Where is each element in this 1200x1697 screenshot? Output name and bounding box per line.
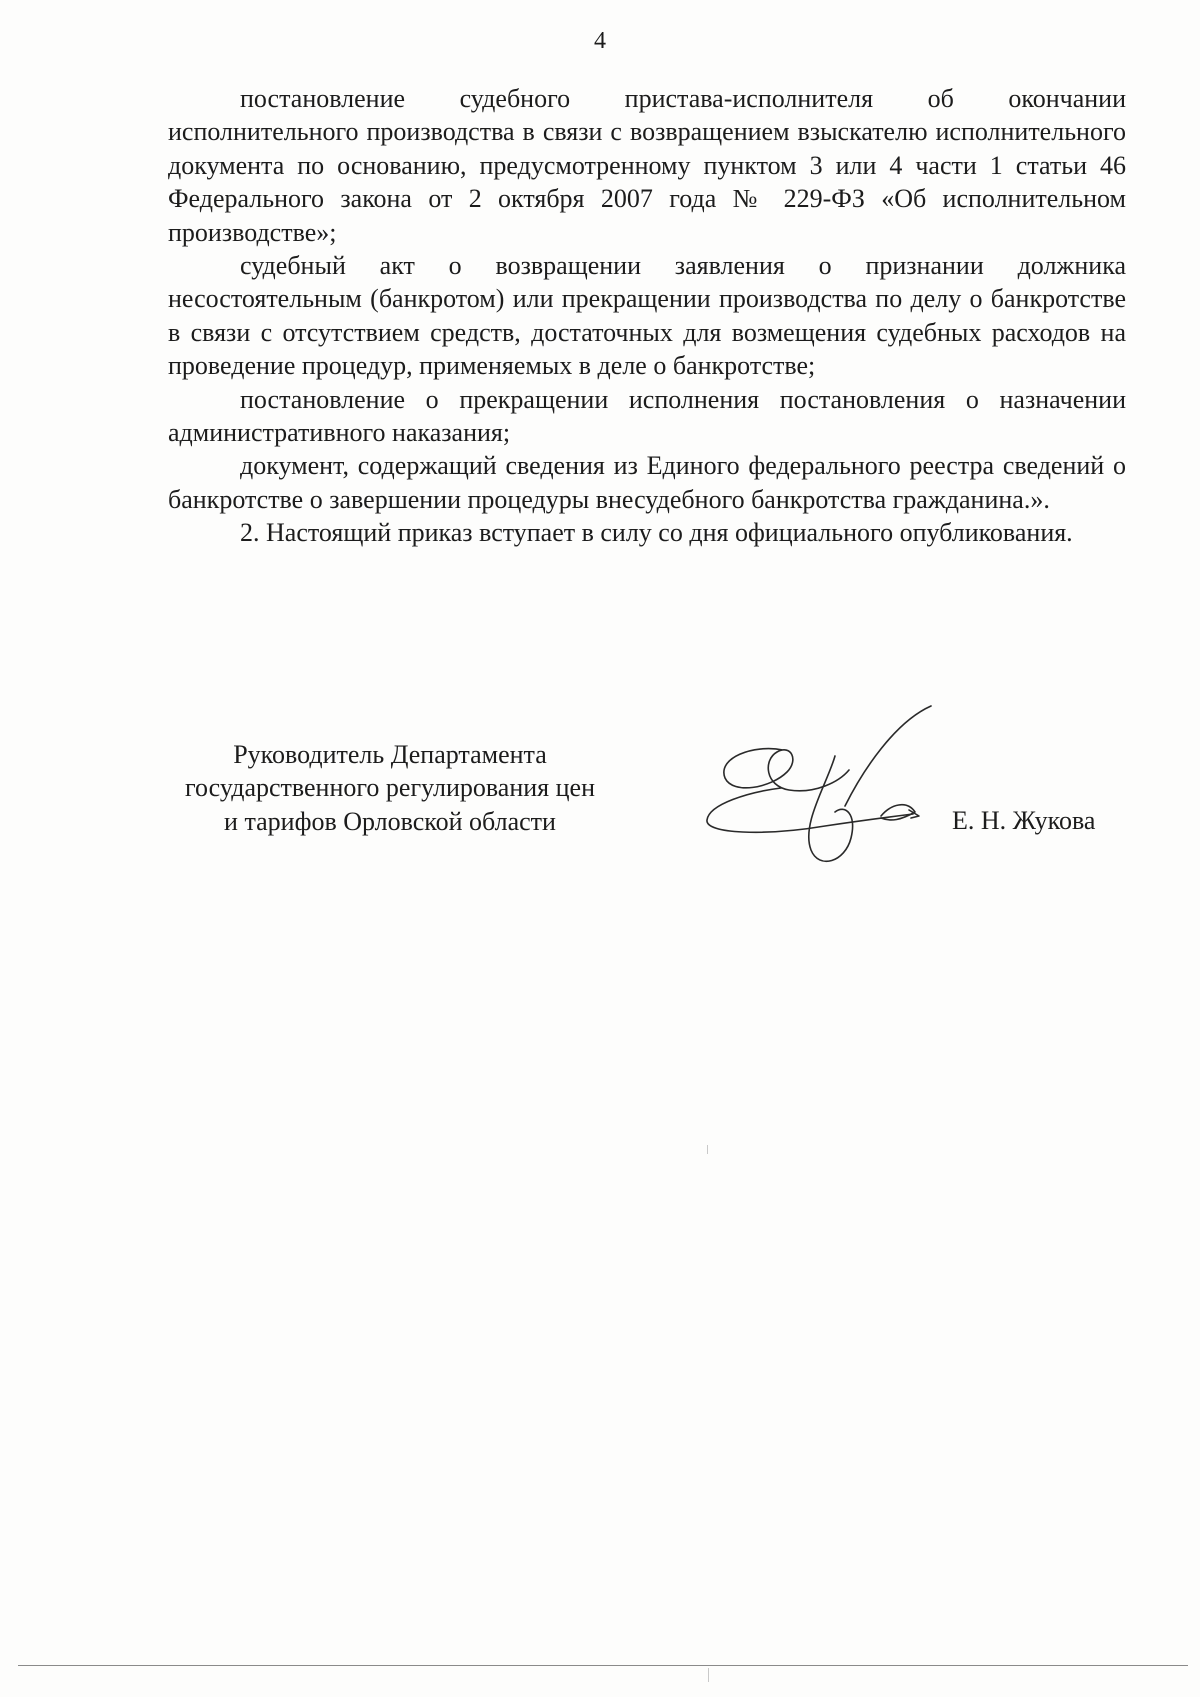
signatory-name: Е. Н. Жукова bbox=[952, 806, 1096, 835]
scan-speck bbox=[707, 1145, 708, 1154]
signatory-position-line: и тарифов Орловской области bbox=[224, 806, 556, 836]
signatory-position bbox=[160, 738, 620, 838]
paragraph-registry-document: документ, содержащий сведения из Единого федерального реестра сведений о банкротстве о завершении процедуры внесудебного банкротства гражданина.». bbox=[168, 451, 1126, 514]
page-number: 4 bbox=[594, 28, 606, 54]
paragraph-court-act: судебный акт о возвращении заявления о признании должника несостоятельным (банкротом) или прекращении производства по делу о банкротстве в связи с отсутствием средств, достаточных для возмещения судебных расходов на проведение процедур, применяемых в деле о банкротстве; bbox=[168, 251, 1126, 381]
scan-speck bbox=[708, 1668, 709, 1682]
bottom-scan-line bbox=[18, 1665, 1188, 1666]
signatory-position-line: государственного регулирования цен bbox=[185, 773, 595, 803]
paragraph-bailiff-resolution: постановление судебного пристава-исполнителя об окончании исполнительного производства в связи с возвращением взыскателю исполнительного документа по основанию, предусмотренному пунктом 3 или 4 части 1 статьи 46 Федерального закона от 2 октября 2007 года № 229-ФЗ «Об исполнительном производстве»; bbox=[168, 84, 1126, 247]
handwritten-signature-icon bbox=[695, 700, 960, 875]
document-body bbox=[168, 82, 1126, 550]
paragraph-termination-resolution: постановление о прекращении исполнения постановления о назначении административного наказания; bbox=[168, 384, 1126, 448]
signatory-position-line: Руководитель Департамента bbox=[233, 740, 547, 769]
paragraph-entry-into-force: 2. Настоящий приказ вступает в силу со дня официального опубликования. bbox=[240, 518, 1073, 548]
